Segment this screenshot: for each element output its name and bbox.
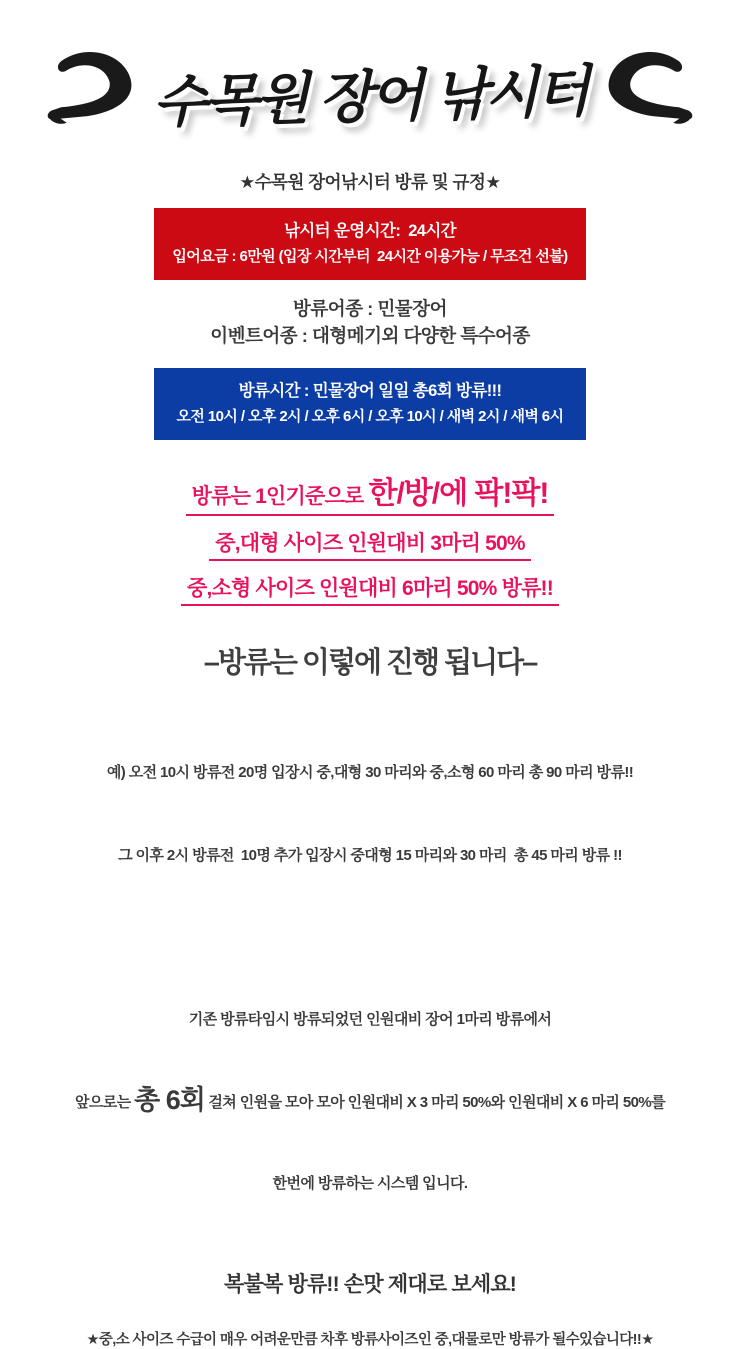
operating-hours-box <box>154 208 586 280</box>
example-line-1: 예) 오전 10시 방류전 20명 입장시 중,대형 30 마리와 중,소형 60 마리 총 90 마리 방류!! <box>106 763 634 781</box>
operating-hours-line: 낚시터 운영시간: 24시간 <box>283 222 457 240</box>
closing-line: 복불복 방류!! 손맛 제대로 보세요! <box>223 1272 517 1296</box>
detail-line-2 <box>0 1080 740 1122</box>
page-title: 수목원 장어 낚시터 <box>152 58 588 134</box>
highlight-line-1-prefix: 방류는 1인기준으로 <box>191 485 369 509</box>
eel-brush-left-icon <box>37 43 147 143</box>
highlight-line-1 <box>186 468 555 516</box>
footnote-line: ★중,소 사이즈 수급이 매우 어려운만큼 차후 방류사이즈인 중,대물로만 방류가 될수있습니다!!★ <box>86 1331 654 1348</box>
eel-brush-right-icon <box>593 43 703 143</box>
species-info <box>0 296 740 350</box>
title-banner <box>0 30 740 155</box>
detail-line-2-prefix: 앞으로는 <box>75 1093 135 1111</box>
release-times-box <box>154 368 586 440</box>
detail-line-3: 한번에 방류하는 시스템 입니다. <box>272 1174 468 1192</box>
highlight-section <box>0 468 740 606</box>
poster-page <box>0 30 740 1348</box>
detail-line-2-emphasis: 총 6회 <box>134 1084 205 1115</box>
process-examples <box>0 703 740 925</box>
release-species-line: 방류어종 : 민물장어 <box>293 297 447 319</box>
process-details <box>0 961 740 1241</box>
entry-fee-line: 입어요금 : 6만원 (입장 시간부터 24시간 이용가능 / 무조건 선불) <box>172 247 568 265</box>
detail-line-1: 기존 방류타임시 방류되었던 인원대비 장어 1마리 방류에서 <box>188 1010 552 1028</box>
process-heading: –방류는 이렇에 진행 됩니다– <box>203 647 537 680</box>
highlight-line-3: 중,소형 사이즈 인원대비 6마리 50% 방류!! <box>181 572 559 606</box>
release-count-line: 방류시간 : 민물장어 일일 총6회 방류!!! <box>238 382 502 401</box>
rules-headline: ★수목원 장어낚시터 방류 및 규정★ <box>239 172 501 192</box>
highlight-line-1-emphasis: 한/방/에 팍!팍! <box>368 477 549 511</box>
highlight-line-2: 중,대형 사이즈 인원대비 3마리 50% <box>209 527 531 561</box>
detail-line-2-suffix: 걸쳐 인원을 모아 모아 인원대비 X 3 마리 50%와 인원대비 X 6 마리 50%를 <box>204 1093 665 1111</box>
event-species-line: 이벤트어종 : 대형메기외 다양한 특수어종 <box>210 324 530 346</box>
example-line-2: 그 이후 2시 방류전 10명 추가 입장시 중대형 15 마리와 30 마리 총 45 마리 방류 !! <box>118 847 622 864</box>
release-schedule-line: 오전 10시 / 오후 2시 / 오후 6시 / 오후 10시 / 새벽 2시 / 새벽 6시 <box>176 408 564 425</box>
